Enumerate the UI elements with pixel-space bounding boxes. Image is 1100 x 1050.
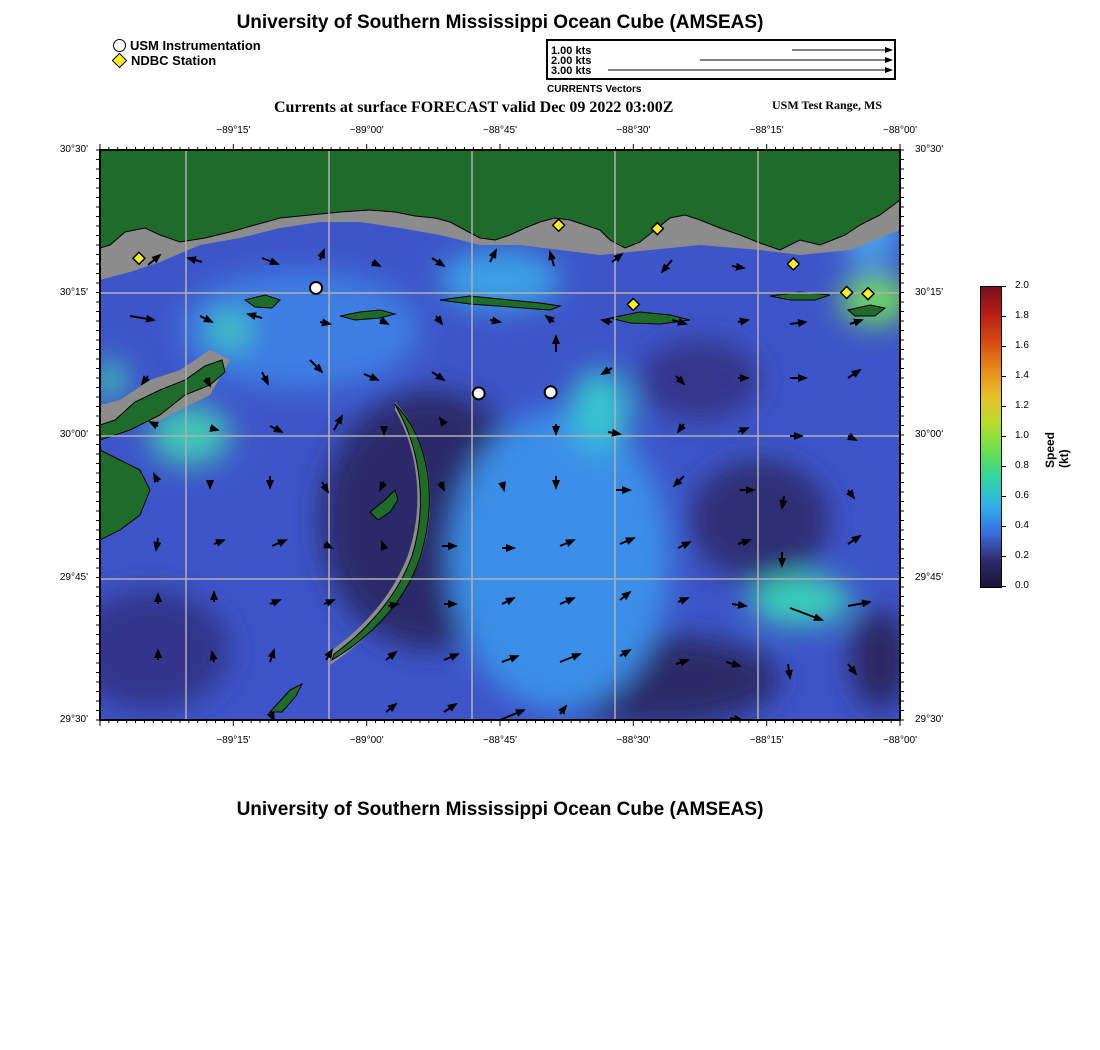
footer-title: University of Southern Mississippi Ocean Cube (AMSEAS) [236, 799, 764, 820]
usm-station-marker[interactable] [310, 282, 322, 294]
colorbar-tick-label: 1.2 [1015, 400, 1029, 411]
map-region: USM Test Range, MS [772, 98, 883, 112]
lat-label-left: 29°45' [59, 571, 88, 583]
lon-label-bottom: −88°00' [883, 735, 917, 746]
colorbar-tick-label: 1.6 [1015, 340, 1029, 351]
usm-station-marker[interactable] [545, 386, 557, 398]
colorbar-label: Speed (kt) [1043, 431, 1071, 468]
colorbar-tick-label: 0.6 [1015, 490, 1029, 501]
lon-label-bottom: −88°30' [616, 735, 651, 746]
vector-key-1: 1.00 kts [551, 45, 592, 57]
lat-label-right: 29°30' [915, 714, 944, 725]
map-content [70, 150, 910, 725]
lon-label-bottom: −88°15' [749, 735, 784, 746]
colorbar-gradient [981, 287, 1001, 587]
colorbar-tick-label: 2.0 [1015, 280, 1029, 291]
lon-label-top: −88°00' [883, 125, 917, 136]
lon-label-top: −88°15' [749, 125, 784, 136]
lat-label-left: 30°00' [59, 429, 88, 440]
lat-label-right: 29°45' [915, 571, 944, 583]
colorbar-tick-mark [1001, 346, 1006, 347]
colorbar-tick-label: 0.4 [1015, 520, 1029, 531]
lon-label-bottom: −88°45' [483, 735, 517, 746]
colorbar-tick-mark [1001, 286, 1006, 287]
colorbar-tick-label: 1.4 [1015, 370, 1029, 381]
vector-key-caption: CURRENTS Vectors [547, 84, 642, 95]
map-subtitle: Currents at surface FORECAST valid Dec 09 2022 03:00Z [274, 99, 674, 116]
colorbar-tick-label: 1.0 [1015, 430, 1029, 441]
colorbar-tick-mark [1001, 316, 1006, 317]
lon-label-top: −89°00' [349, 125, 384, 136]
usm-station-marker[interactable] [473, 387, 485, 399]
colorbar-tick-mark [1001, 556, 1006, 557]
colorbar [980, 286, 1002, 588]
lon-label-top: −88°30' [616, 125, 651, 136]
colorbar-tick-mark [1001, 496, 1006, 497]
lon-label-bottom: −89°00' [349, 735, 384, 746]
lon-label-top: −89°15' [216, 125, 251, 136]
colorbar-tick-mark [1001, 526, 1006, 527]
lat-label-left: 30°30' [59, 144, 88, 155]
lat-label-left: 30°15' [59, 286, 88, 298]
legend-ndbc-label: NDBC Station [131, 53, 217, 68]
legend-usm-label: USM Instrumentation [130, 38, 261, 53]
lat-label-right: 30°15' [915, 286, 944, 298]
main-title: University of Southern Mississippi Ocean Cube (AMSEAS) [236, 12, 764, 33]
colorbar-tick-label: 1.8 [1015, 310, 1029, 321]
colorbar-tick-label: 0.2 [1015, 550, 1029, 561]
colorbar-tick-mark [1001, 586, 1006, 587]
lon-label-top: −88°45' [483, 125, 517, 136]
colorbar-tick-label: 0.0 [1015, 580, 1029, 591]
vector-key-3: 3.00 kts [551, 65, 592, 77]
lon-label-bottom: −89°15' [216, 735, 251, 746]
colorbar-tick-mark [1001, 466, 1006, 467]
colorbar-tick-label: 0.8 [1015, 460, 1029, 471]
colorbar-tick-mark [1001, 436, 1006, 437]
lat-label-right: 30°30' [915, 144, 944, 155]
lat-label-left: 29°30' [59, 714, 88, 725]
vector-key-2: 2.00 kts [551, 55, 592, 67]
colorbar-tick-mark [1001, 376, 1006, 377]
lat-label-right: 30°00' [915, 429, 944, 440]
colorbar-tick-mark [1001, 406, 1006, 407]
